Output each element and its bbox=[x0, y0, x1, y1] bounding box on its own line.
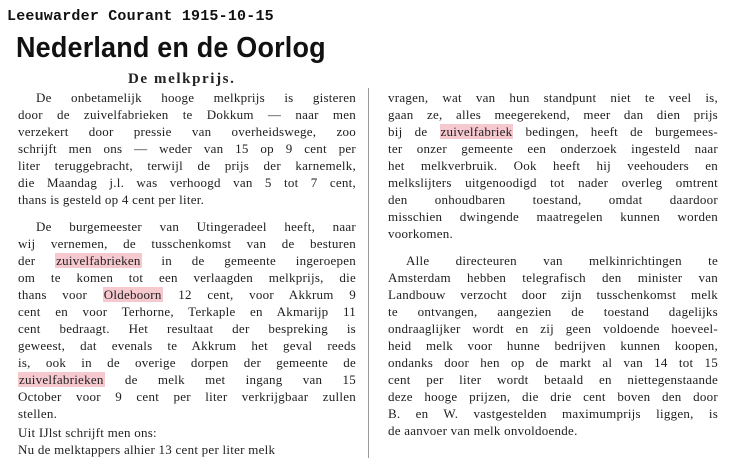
text-run: schrijft men ons — weder van 15 op 9 cent per bbox=[18, 141, 356, 156]
right-column-line bbox=[388, 158, 718, 173]
text-run: De onbetamelijk hooge melkprijs is gisteren bbox=[36, 90, 356, 105]
text-run: door de zuivelfabrieken te Dokkum — naar men bbox=[18, 107, 356, 122]
left-column-line bbox=[36, 90, 356, 105]
right-column-line bbox=[388, 338, 718, 353]
text-run: thans voor bbox=[18, 287, 103, 302]
text-run: deze hooge prijzen, die drie cent boven den door bbox=[388, 389, 718, 404]
text-run: in de gemeente ingeroepen bbox=[141, 253, 356, 268]
text-run: misschien dwingende maatregelen kunnen worden bbox=[388, 209, 718, 224]
headline: Nederland en de Oorlog bbox=[16, 32, 326, 64]
text-run: te ontvangen, aangezien de toestand dagelijks bbox=[388, 304, 718, 319]
left-column-line bbox=[18, 304, 356, 319]
text-run: cent en voor Terhorne, Terkaple en Akmarijp 11 bbox=[18, 304, 356, 319]
left-column-line bbox=[18, 372, 356, 387]
right-column-line bbox=[388, 423, 578, 438]
right-column-line bbox=[406, 253, 718, 268]
text-run: Amsterdam hebben telegrafisch den minister van bbox=[388, 270, 718, 285]
subheading: De melkprijs. bbox=[128, 71, 236, 87]
right-column-line bbox=[388, 226, 453, 241]
text-run: liter teruggebracht, terwijl de prijs der karnemelk, bbox=[18, 158, 356, 173]
highlighted-term: zuivelfabriek bbox=[440, 124, 513, 139]
text-run: heid melk voor hunne bedrijven kunnen koopen, bbox=[388, 338, 718, 353]
highlighted-term: zuivelfabrieken bbox=[56, 253, 141, 268]
right-column-line bbox=[388, 406, 718, 421]
left-column-line bbox=[18, 124, 356, 139]
text-run: gaan ze, alles meegerekend, meer dan dien prijs bbox=[388, 107, 718, 122]
text-run: stellen. bbox=[18, 406, 58, 421]
text-run: cent bedraagt. Het resultaat der bespreking is bbox=[18, 321, 356, 336]
text-run: bij de bbox=[388, 124, 440, 139]
left-column-line bbox=[36, 219, 356, 234]
right-column-line bbox=[388, 124, 718, 139]
left-column-line bbox=[18, 287, 356, 302]
text-run: om te komen tot een verlaagden melkprijs, die bbox=[18, 270, 356, 285]
text-run: verzekert door pressie van overheidswege, zoo bbox=[18, 124, 356, 139]
text-run: cent per liter wordt betaald en niettegenstaande bbox=[388, 372, 718, 387]
highlighted-term: zuivelfabrieken bbox=[19, 372, 104, 387]
left-column-line bbox=[18, 406, 57, 421]
text-run: vragen, wat van hun standpunt niet te veel is, bbox=[388, 90, 718, 105]
right-column-line bbox=[388, 90, 718, 105]
text-run: bedingen, heeft de burgemees- bbox=[513, 124, 718, 139]
text-run: der bbox=[18, 253, 56, 268]
text-run: Nu de melktappers alhier 13 cent per liter melk bbox=[18, 442, 276, 457]
left-column-line bbox=[18, 253, 356, 268]
right-column-line bbox=[388, 287, 718, 302]
text-run: B. en W. vastgestelden maximumprijs liggen, is bbox=[388, 406, 718, 421]
right-column-line bbox=[388, 192, 718, 207]
source-label: Leeuwarder Courant 1915-10-15 bbox=[7, 8, 274, 25]
right-column-line bbox=[388, 141, 718, 156]
left-column-line bbox=[18, 236, 356, 251]
left-column-line bbox=[18, 321, 356, 336]
text-run: ondraaglijker wordt en zij geen voldoende hoeveel- bbox=[388, 321, 718, 336]
right-column-line bbox=[388, 107, 718, 122]
left-column-line bbox=[18, 355, 356, 370]
text-run: thans is gesteld op 4 cent per liter. bbox=[18, 192, 205, 207]
right-column-line bbox=[388, 389, 718, 404]
column-divider bbox=[368, 88, 369, 458]
right-column-line bbox=[388, 175, 718, 190]
right-column-line bbox=[388, 209, 718, 224]
right-column-line bbox=[388, 372, 718, 387]
right-column-line bbox=[388, 270, 718, 285]
text-run: het melkverbruik. Ook heeft hij veehouders en bbox=[388, 158, 718, 173]
text-run: 12 cent, voor Akkrum 9 bbox=[162, 287, 356, 302]
text-run: wij vernemen, de tusschenkomst van de besturen bbox=[18, 236, 356, 251]
text-run: Landbouw verzocht door zijn tusschenkomst melk bbox=[388, 287, 718, 302]
left-column-line bbox=[18, 338, 356, 353]
text-run: Uit IJlst schrijft men ons: bbox=[18, 425, 157, 440]
text-run: de melk met ingang van 15 bbox=[104, 372, 356, 387]
highlighted-term: Oldeboorn bbox=[103, 287, 162, 302]
left-column-line bbox=[18, 442, 275, 457]
left-column-line bbox=[18, 389, 356, 404]
text-run: melkslijters uitgenoodigd tot nader overleg omtrent bbox=[388, 175, 718, 190]
text-run: De burgemeester van Utingeradeel heeft, naar bbox=[36, 219, 356, 234]
text-run: ondanks door hen op de markt al van 14 tot 15 bbox=[388, 355, 718, 370]
text-run: geweest, dat evenals te Akkrum het geval reeds bbox=[18, 338, 356, 353]
text-run: Alle directeuren van melkinrichtingen te bbox=[406, 253, 718, 268]
left-column-line bbox=[18, 141, 356, 156]
left-column-line bbox=[18, 270, 356, 285]
left-column-line bbox=[18, 192, 204, 207]
left-column-line bbox=[18, 425, 157, 440]
text-run: den onhoudbaren toestand, omdat daardoor bbox=[388, 192, 718, 207]
text-run: is, ook in de overige dorpen der gemeente de bbox=[18, 355, 356, 370]
left-column-line bbox=[18, 175, 356, 190]
text-run: October voor 9 cent per liter verkrijgbaar zullen bbox=[18, 389, 356, 404]
text-run: die Maandag j.l. was verhoogd van 5 tot 7 cent, bbox=[18, 175, 356, 190]
right-column-line bbox=[388, 321, 718, 336]
left-column-line bbox=[18, 107, 356, 122]
right-column-line bbox=[388, 355, 718, 370]
text-run: voorkomen. bbox=[388, 226, 453, 241]
text-run: ter onzer gemeente een onderzoek ingesteld naar bbox=[388, 141, 718, 156]
left-column-line bbox=[18, 158, 356, 173]
text-run: de aanvoer van melk onvoldoende. bbox=[388, 423, 578, 438]
right-column-line bbox=[388, 304, 718, 319]
